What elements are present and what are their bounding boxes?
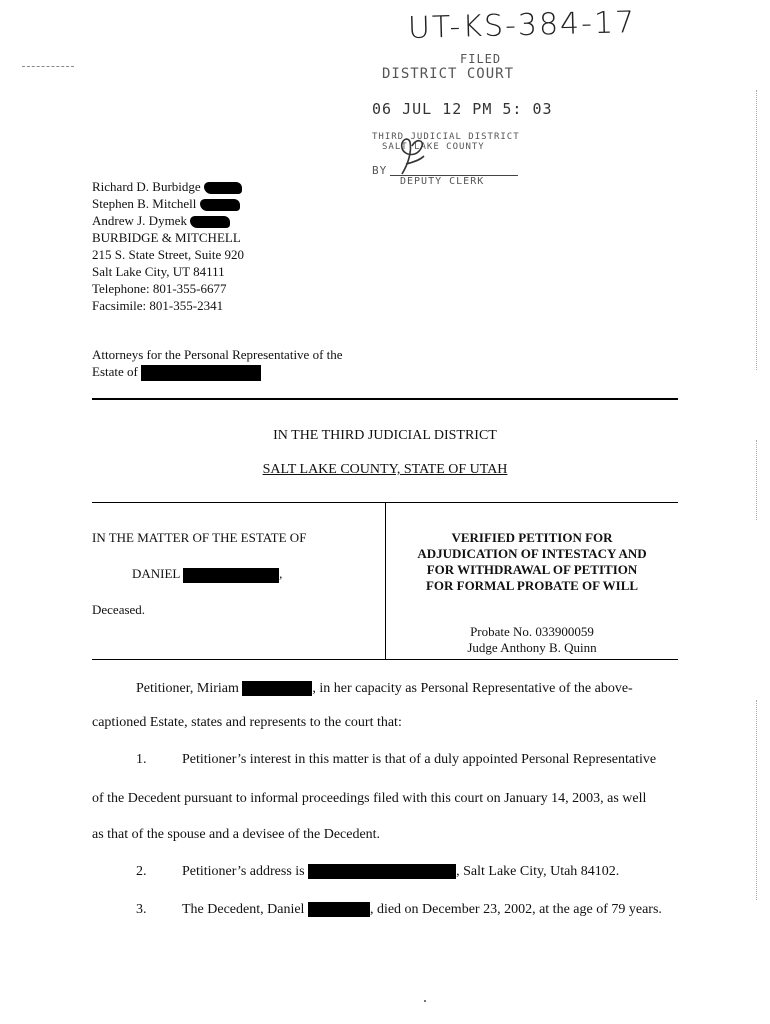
attorney-name: Stephen B. Mitchell	[92, 195, 244, 212]
item-text: Petitioner’s interest in this matter is that of a duly appointed Personal Representative	[182, 752, 657, 767]
firm-city: Salt Lake City, UT 84111	[92, 264, 225, 279]
redaction	[204, 182, 242, 194]
stamp-filed: FILED	[460, 52, 502, 66]
redaction	[141, 365, 261, 381]
redaction	[200, 199, 240, 211]
divider	[92, 398, 678, 400]
item-1-line2: of the Decedent pursuant to informal proceedings filed with this court on January 14, 2003, as well	[92, 791, 647, 806]
attorneys-for	[92, 346, 343, 381]
item-number: 1.	[136, 752, 147, 767]
intro-paragraph-line2: captioned Estate, states and represents to the court that:	[92, 715, 402, 730]
petition-title-line: ADJUDICATION OF INTESTACY AND	[417, 546, 647, 561]
caption-bottom-rule	[92, 659, 678, 660]
petition-title	[386, 530, 678, 594]
probate-number: Probate No. 033900059	[470, 624, 594, 639]
attorney-name: Andrew J. Dymek	[92, 212, 244, 229]
firm-facsimile: Facsimile: 801-355-2341	[92, 298, 224, 313]
stamp-district-line2: SALT LAKE COUNTY	[382, 142, 485, 152]
attorneys-for-line1: Attorneys for the Personal Representative of the	[92, 347, 343, 362]
item-number: 3.	[136, 902, 147, 917]
firm-address: 215 S. State Street, Suite 920	[92, 247, 245, 262]
redaction	[190, 216, 230, 228]
caption-decedent: DANIEL ,	[132, 566, 283, 581]
clerk-signature	[394, 134, 428, 180]
judge-name: Judge Anthony B. Quinn	[467, 640, 597, 655]
margin-scan-line	[756, 440, 758, 520]
court-heading: IN THE THIRD JUDICIAL DISTRICT	[273, 428, 497, 443]
redaction	[308, 864, 456, 879]
stamp-deputy-clerk: DEPUTY CLERK	[400, 176, 485, 187]
item-1-line3: as that of the spouse and a devisee of the Decedent.	[92, 827, 381, 842]
court-county: SALT LAKE COUNTY, STATE OF UTAH	[262, 462, 508, 477]
attorneys-for-line2: Estate of	[92, 363, 343, 381]
stamp-court: DISTRICT COURT	[382, 66, 515, 82]
item-text: Petitioner’s address is , Salt Lake City, Utah 84102.	[182, 864, 620, 879]
redaction	[242, 681, 312, 696]
intro-paragraph: Petitioner, Miriam , in her capacity as Personal Representative of the above-	[136, 681, 633, 696]
item-text: The Decedent, Daniel , died on December 23, 2002, at the age of 79 years.	[182, 902, 662, 917]
petition-title-line: FOR FORMAL PROBATE OF WILL	[425, 578, 639, 593]
petition-title-line: VERIFIED PETITION FOR	[451, 530, 613, 545]
redaction	[183, 568, 279, 583]
stamp-date: 06 JUL 12 PM 5: 03	[372, 100, 553, 118]
caption-matter: IN THE MATTER OF THE ESTATE OF	[92, 530, 307, 545]
petition-title-line: FOR WITHDRAWAL OF PETITION	[426, 562, 638, 577]
stamp-district-line1: THIRD JUDICIAL DISTRICT	[372, 132, 520, 142]
handwritten-case-number: UT-KS-384-17	[407, 5, 637, 46]
item-number: 2.	[136, 864, 147, 879]
firm-name: BURBIDGE & MITCHELL	[92, 230, 241, 245]
caption-deceased: Deceased.	[92, 602, 146, 617]
case-info	[386, 624, 678, 656]
scan-speck	[424, 1000, 426, 1002]
margin-scan-line	[756, 90, 758, 370]
attorney-name: Richard D. Burbidge	[92, 178, 244, 195]
stamp-by-label: BY	[372, 164, 388, 177]
firm-telephone: Telephone: 801-355-6677	[92, 281, 227, 296]
margin-scan-line	[756, 700, 758, 900]
attorney-block	[92, 178, 244, 314]
scan-mark	[22, 66, 74, 69]
redaction	[308, 902, 370, 917]
